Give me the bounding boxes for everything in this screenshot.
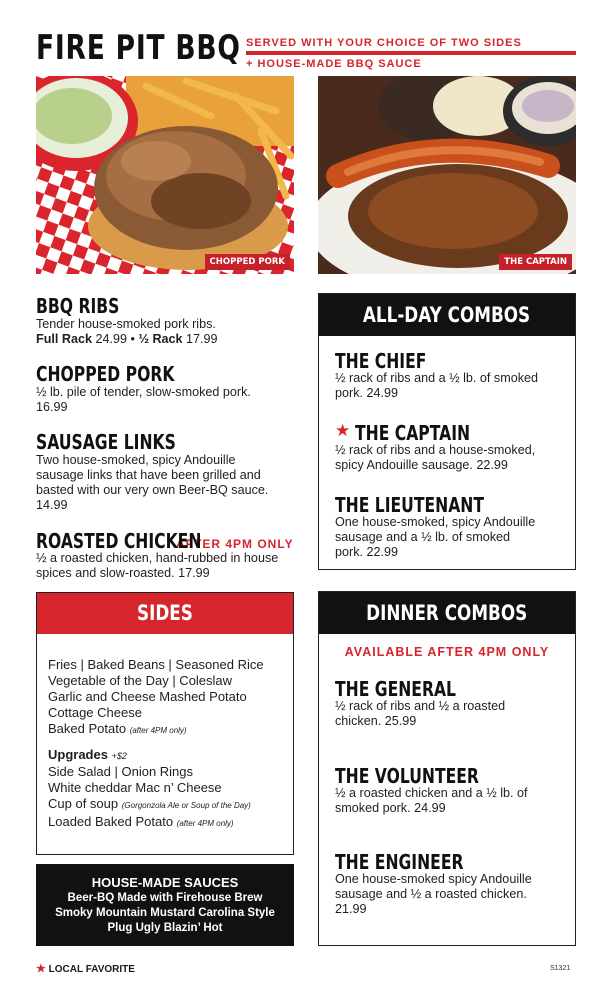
sides-heading: SIDES xyxy=(37,593,293,634)
combo-the-volunteer-title: THE VOLUNTEER xyxy=(335,764,479,788)
tagline-sauce: + HOUSE-MADE BBQ SAUCE xyxy=(246,58,422,70)
dinner-availability-note: AVAILABLE AFTER 4PM ONLY xyxy=(344,645,550,659)
combo-the-chief-title: THE CHIEF xyxy=(335,349,427,373)
photo-caption: CHOPPED PORK xyxy=(205,254,290,270)
combo-the-captain-desc: ½ rack of ribs and a house-smoked, spicy Andouille sausage. 22.99 xyxy=(335,443,536,472)
side-line: Garlic and Cheese Mashed Potato xyxy=(48,689,247,704)
side-line: Cup of soup (Gorgonzola Ale or Soup of the Day) xyxy=(48,796,251,811)
star-icon: ★ xyxy=(36,963,46,975)
combo-the-lieutenant-title: THE LIEUTENANT xyxy=(335,493,484,517)
side-line: White cheddar Mac n’ Cheese xyxy=(48,780,222,795)
tagline-sides: SERVED WITH YOUR CHOICE OF TWO SIDES xyxy=(246,37,522,49)
sauce-line: Smoky Mountain Mustard Carolina Style xyxy=(55,907,275,919)
sides-list xyxy=(48,657,264,832)
all-day-combos-box xyxy=(318,293,576,570)
sauces-heading: HOUSE-MADE SAUCES xyxy=(91,875,239,890)
sides-box xyxy=(36,592,294,855)
combo-the-lieutenant-desc: One house-smoked, spicy Andouille sausage and a ½ lb. of smoked pork. 22.99 xyxy=(335,515,536,559)
item-bbq-ribs-desc: Tender house-smoked pork ribs. Full Rack 24.99 • ½ Rack 17.99 xyxy=(36,317,218,346)
item-roasted-chicken-desc: ½ a roasted chicken, hand-rubbed in house spices and slow-roasted. 17.99 xyxy=(36,551,279,580)
item-chopped-pork-desc: ½ lb. pile of tender, slow-smoked pork. 16.99 xyxy=(36,385,251,414)
chopped-pork-photo xyxy=(36,76,294,274)
after-4pm-note: AFTER 4PM ONLY xyxy=(176,537,294,551)
menu-code: S1321 xyxy=(550,965,571,972)
item-roasted-chicken-header xyxy=(36,529,294,553)
header-divider xyxy=(246,51,576,55)
combo-the-engineer-desc: One house-smoked spicy Andouille sausage and ½ a roasted chicken. 21.99 xyxy=(335,872,532,916)
side-line: Fries | Baked Beans | Seasoned Rice xyxy=(48,657,264,672)
sauce-line: Plug Ugly Blazin’ Hot xyxy=(107,922,223,934)
combo-the-volunteer-desc: ½ a roasted chicken and a ½ lb. of smoked pork. 24.99 xyxy=(335,786,528,815)
item-roasted-chicken-title: ROASTED CHICKEN xyxy=(36,529,202,553)
photo-caption: THE CAPTAIN xyxy=(499,254,572,270)
local-favorite-label: LOCAL FAVORITE xyxy=(48,964,135,975)
item-bbq-ribs-title: BBQ RIBS xyxy=(36,294,120,318)
page-title: FIRE PIT BBQ xyxy=(36,28,241,68)
all-day-combos-heading: ALL-DAY COMBOS xyxy=(319,294,575,336)
combo-the-chief-desc: ½ rack of ribs and a ½ lb. of smoked pork. 24.99 xyxy=(335,371,539,400)
sauce-line: Beer-BQ Made with Firehouse Brew xyxy=(67,892,263,904)
side-line: Loaded Baked Potato (after 4PM only) xyxy=(48,814,234,829)
item-chopped-pork-title: CHOPPED PORK xyxy=(36,362,175,386)
side-line: Side Salad | Onion Rings xyxy=(48,764,194,779)
side-line: Vegetable of the Day | Coleslaw xyxy=(48,673,233,688)
combo-the-engineer-title: THE ENGINEER xyxy=(335,850,464,874)
side-line: Baked Potato (after 4PM only) xyxy=(48,721,187,736)
item-sausage-links-desc: Two house-smoked, spicy Andouille sausage links that have been grilled and basted with our very own Beer-BQ sauce. 14.99 xyxy=(36,453,269,512)
dinner-combos-box xyxy=(318,591,576,946)
footer-legend xyxy=(36,962,135,975)
house-made-sauces-box xyxy=(36,864,294,946)
dinner-combos-heading: DINNER COMBOS xyxy=(319,592,575,634)
local-favorite-star-icon: ★ xyxy=(335,421,351,440)
the-captain-photo xyxy=(318,76,576,274)
item-sausage-links-title: SAUSAGE LINKS xyxy=(36,430,176,454)
combo-the-captain-header xyxy=(335,421,502,445)
upgrades-label: Upgrades +$2 xyxy=(48,747,127,762)
combo-the-captain-title: THE CAPTAIN xyxy=(354,421,470,445)
combo-the-general-title: THE GENERAL xyxy=(335,677,456,701)
combo-the-general-desc: ½ rack of ribs and ½ a roasted chicken. 25.99 xyxy=(335,699,506,728)
side-line: Cottage Cheese xyxy=(48,705,142,720)
